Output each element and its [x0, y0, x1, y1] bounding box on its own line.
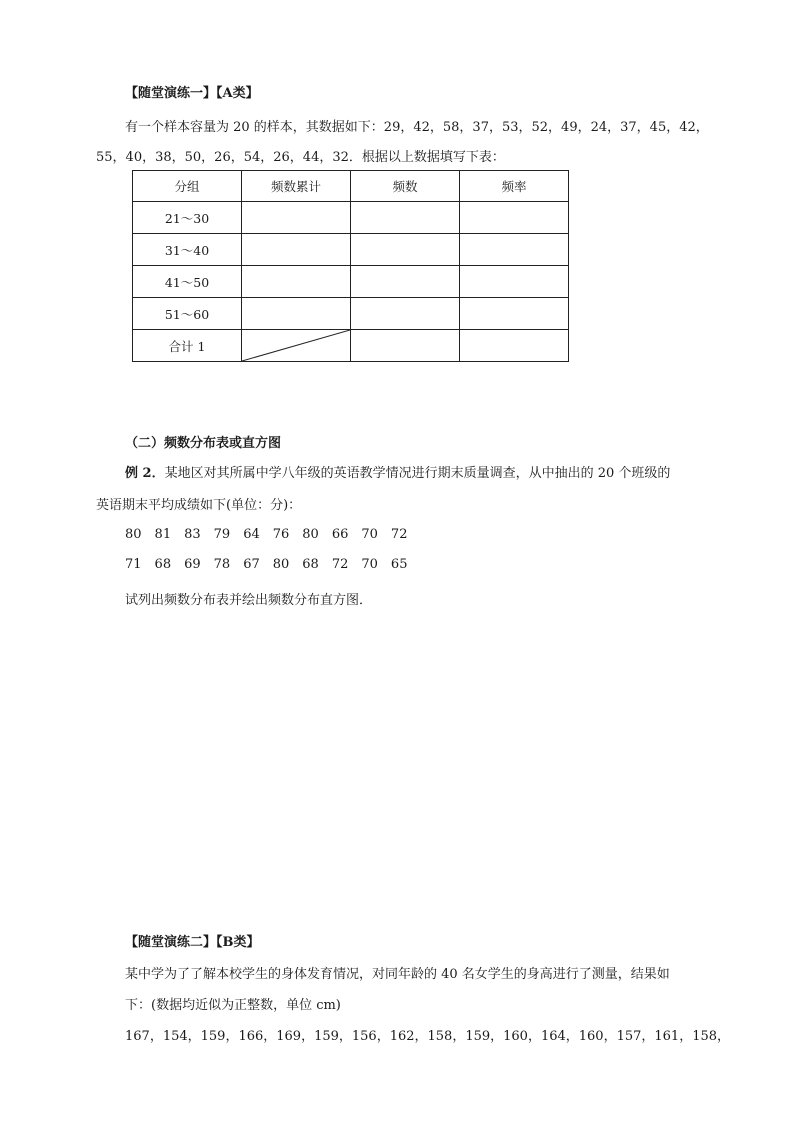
table-row — [133, 266, 569, 298]
score-value: 83 — [184, 527, 201, 542]
score-value: 66 — [331, 527, 349, 542]
example2-line2: 英语期末平均成绩如下(单位：分)： — [96, 498, 302, 513]
section2-heading: （二）频数分布表或直方图 — [125, 436, 282, 451]
table-row — [133, 298, 569, 330]
score-value: 72 — [390, 527, 408, 542]
table-cell[interactable] — [460, 202, 569, 234]
header-group: 分组 — [133, 171, 242, 202]
example-label: 例 2． — [125, 466, 165, 481]
section1-paragraph-line1: 有一个样本容量为 20 的样本，其数据如下：29，42，58，37，53，52，49，24，37，45，42， — [125, 120, 709, 135]
table-cell[interactable] — [242, 202, 351, 234]
section3-paragraph-line1: 某中学为了了解本校学生的身体发育情况，对同年龄的 40 名女学生的身高进行了测量，结果如 — [125, 967, 670, 982]
section3-data-line: 167，154，159，166，169，159，156，162，158，159，160，164，160，157，161，158， — [125, 1029, 731, 1044]
score-value: 80 — [125, 527, 142, 542]
table-cell[interactable] — [351, 330, 460, 362]
score-value: 70 — [361, 527, 378, 542]
frequency-table — [132, 170, 569, 362]
score-value: 72 — [331, 557, 349, 572]
score-value: 79 — [213, 527, 231, 542]
example2-task: 试列出频数分布表并绘出频数分布直方图． — [125, 593, 373, 608]
score-value: 67 — [243, 557, 260, 572]
table-row-total — [133, 330, 569, 362]
example2-line1 — [125, 462, 670, 481]
section3-heading: 【随堂演练二】【B类】 — [125, 935, 260, 950]
table-cell[interactable] — [460, 234, 569, 266]
table-row — [133, 234, 569, 266]
table-cell[interactable] — [351, 202, 460, 234]
table-cell[interactable] — [242, 234, 351, 266]
table-row — [133, 202, 569, 234]
scores-row-1 — [125, 527, 420, 542]
table-cell[interactable] — [460, 266, 569, 298]
header-rate: 频率 — [460, 171, 569, 202]
score-value: 70 — [361, 557, 378, 572]
header-cumulative: 频数累计 — [242, 171, 351, 202]
row-label: 41～50 — [133, 266, 242, 298]
table-cell[interactable] — [460, 330, 569, 362]
score-value: 64 — [243, 527, 260, 542]
section3-paragraph-line2: 下：(数据均近似为正整数，单位 cm) — [125, 998, 341, 1013]
diagonal-line — [242, 330, 350, 361]
row-label: 31～40 — [133, 234, 242, 266]
score-value: 80 — [272, 557, 290, 572]
row-label: 21～30 — [133, 202, 242, 234]
score-value: 71 — [125, 557, 142, 572]
score-value: 78 — [213, 557, 231, 572]
table-cell[interactable] — [460, 298, 569, 330]
scores-row-2 — [125, 557, 420, 572]
section1-paragraph-line2: 55，40，38，50，26，54，26，44，32．根据以上数据填写下表： — [96, 150, 505, 165]
table-header-row — [133, 171, 569, 202]
score-value: 81 — [154, 527, 172, 542]
example-text: 某地区对其所属中学八年级的英语教学情况进行期末质量调查，从中抽出的 20 个班级的 — [164, 466, 671, 481]
score-value: 80 — [302, 527, 319, 542]
table-cell[interactable] — [242, 298, 351, 330]
diagonal-cell — [242, 330, 351, 362]
table-cell[interactable] — [351, 298, 460, 330]
row-label: 合计 1 — [133, 330, 242, 362]
header-frequency: 频数 — [351, 171, 460, 202]
table-cell[interactable] — [351, 234, 460, 266]
table-cell[interactable] — [351, 266, 460, 298]
table-cell[interactable] — [242, 266, 351, 298]
section1-heading: 【随堂演练一】【A类】 — [125, 86, 259, 101]
score-value: 68 — [302, 557, 319, 572]
score-value: 69 — [184, 557, 201, 572]
score-value: 68 — [154, 557, 172, 572]
score-value: 65 — [390, 557, 408, 572]
row-label: 51～60 — [133, 298, 242, 330]
score-value: 76 — [272, 527, 290, 542]
